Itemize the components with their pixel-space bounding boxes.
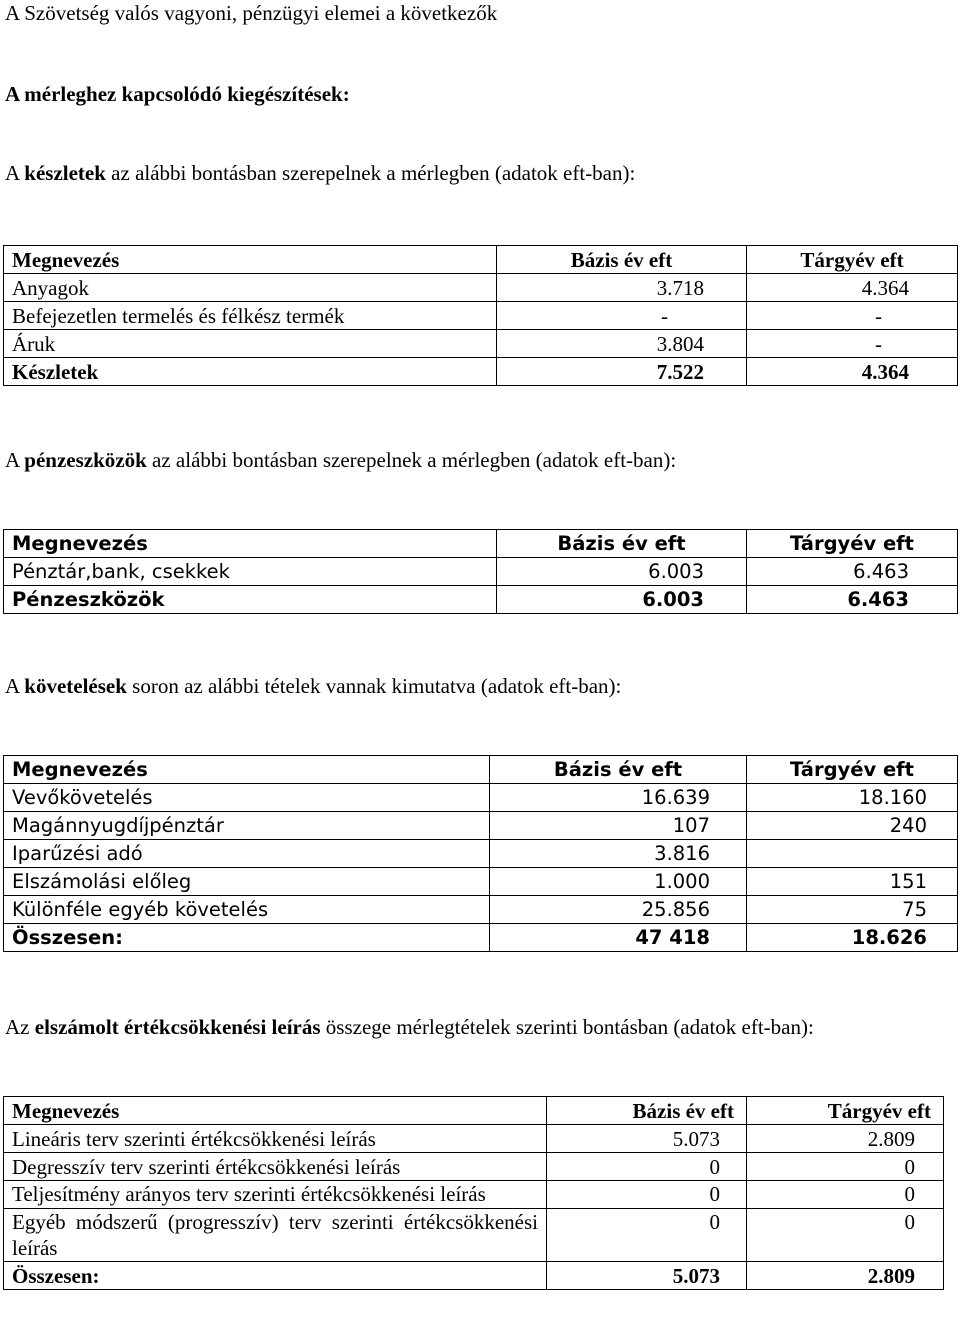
cell-base: 6.003 [497,586,747,614]
header-bazis-ev: Bázis év eft [497,530,747,558]
intro-suffix: az alábbi bontásban szerepelnek a mérlegben (adatok eft-ban): [105,161,636,185]
table-row [4,330,958,358]
cell-base: 107 [490,812,747,840]
table-row [4,274,958,302]
header-bazis-ev: Bázis év eft [497,246,747,274]
cell-base: 3.804 [497,330,747,358]
intro-suffix: összege mérlegtételek szerinti bontásban (adatok eft-ban): [320,1015,814,1039]
cell-current: 6.463 [747,586,958,614]
intro-kovetelesek [5,673,621,699]
heading-kiegeszitesek: A mérleghez kapcsolódó kiegészítések: [5,82,350,106]
header-targyev: Tárgyév eft [747,1097,944,1125]
cell-base: 5.073 [547,1262,747,1290]
table-row [4,812,958,840]
cell-current: 0 [747,1181,944,1209]
table-header-row [4,1097,944,1125]
table-ertekcsokkenes [3,1096,944,1290]
table-total-row [4,1262,944,1290]
cell-current: 151 [747,868,958,896]
intro-prefix: Az [5,1015,35,1039]
table-row [4,1209,944,1262]
table-header-row [4,756,958,784]
cell-current: 2.809 [747,1125,944,1153]
intro-prefix: A [5,448,25,472]
cell-base: 7.522 [497,358,747,386]
heading-valos-vagyoni: A Szövetség valós vagyoni, pénzügyi elemei a következők [5,1,498,25]
table-row [4,1125,944,1153]
cell-base: 6.003 [497,558,747,586]
intro-keszletek [5,160,635,186]
cell-name: Pénzeszközök [4,586,497,614]
header-megnevezes: Megnevezés [4,1097,547,1125]
intro-prefix: A [5,674,25,698]
table-total-row [4,924,958,952]
intro-suffix: soron az alábbi tételek vannak kimutatva (adatok eft-ban): [126,674,622,698]
cell-name: Áruk [4,330,497,358]
cell-name: Lineáris terv szerinti értékcsökkenési leírás [4,1125,547,1153]
intro-keyword: elszámolt értékcsökkenési leírás [34,1015,321,1039]
cell-name: Vevőkövetelés [4,784,490,812]
cell-current: 4.364 [747,274,958,302]
cell-name: Készletek [4,358,497,386]
cell-current: 75 [747,896,958,924]
intro-prefix: A [5,161,25,185]
cell-current [747,840,958,868]
cell-name: Különféle egyéb követelés [4,896,490,924]
intro-keyword: készletek [24,161,106,185]
header-megnevezes: Megnevezés [4,530,497,558]
intro-keyword: pénzeszközök [24,448,147,472]
header-bazis-ev: Bázis év eft [490,756,747,784]
cell-current: - [747,302,958,330]
cell-name: Anyagok [4,274,497,302]
header-targyev: Tárgyév eft [747,530,958,558]
cell-current: - [747,330,958,358]
cell-base: 0 [547,1181,747,1209]
cell-name: Degresszív terv szerinti értékcsökkenési leírás [4,1153,547,1181]
table-row [4,1153,944,1181]
cell-name: Magánnyugdíjpénztár [4,812,490,840]
cell-base: 3.718 [497,274,747,302]
cell-name: Egyéb módszerű (progresszív) terv szerinti értékcsökkenési leírás [4,1209,547,1262]
header-bazis-ev: Bázis év eft [547,1097,747,1125]
cell-name: Befejezetlen termelés és félkész termék [4,302,497,330]
table-row [4,840,958,868]
intro-penzeszkozok [5,447,676,473]
cell-base: 47 418 [490,924,747,952]
cell-base: 5.073 [547,1125,747,1153]
intro-ertekcsokkenes [5,1013,940,1041]
cell-current: 4.364 [747,358,958,386]
table-header-row [4,530,958,558]
table-penzeszkozok [3,529,958,614]
cell-base: 0 [547,1209,747,1262]
cell-name: Iparűzési adó [4,840,490,868]
header-megnevezes: Megnevezés [4,756,490,784]
table-row [4,868,958,896]
cell-name: Elszámolási előleg [4,868,490,896]
cell-base: - [497,302,747,330]
table-row [4,558,958,586]
cell-current: 18.626 [747,924,958,952]
table-row [4,784,958,812]
cell-current: 6.463 [747,558,958,586]
cell-current: 0 [747,1153,944,1181]
intro-suffix: az alábbi bontásban szerepelnek a mérlegben (adatok eft-ban): [146,448,677,472]
table-row [4,896,958,924]
cell-base: 16.639 [490,784,747,812]
cell-current: 240 [747,812,958,840]
cell-current: 0 [747,1209,944,1262]
cell-name: Összesen: [4,924,490,952]
cell-name: Teljesítmény arányos terv szerinti értékcsökkenési leírás [4,1181,547,1209]
table-kovetelesek [3,755,958,952]
cell-base: 3.816 [490,840,747,868]
table-total-row [4,586,958,614]
cell-name: Összesen: [4,1262,547,1290]
cell-base: 1.000 [490,868,747,896]
header-megnevezes: Megnevezés [4,246,497,274]
table-header-row [4,246,958,274]
cell-base: 25.856 [490,896,747,924]
header-targyev: Tárgyév eft [747,246,958,274]
cell-name: Pénztár,bank, csekkek [4,558,497,586]
intro-keyword: követelések [24,674,127,698]
table-keszletek [3,245,958,386]
cell-current: 18.160 [747,784,958,812]
table-row [4,302,958,330]
table-total-row [4,358,958,386]
header-targyev: Tárgyév eft [747,756,958,784]
table-row [4,1181,944,1209]
cell-current: 2.809 [747,1262,944,1290]
cell-base: 0 [547,1153,747,1181]
